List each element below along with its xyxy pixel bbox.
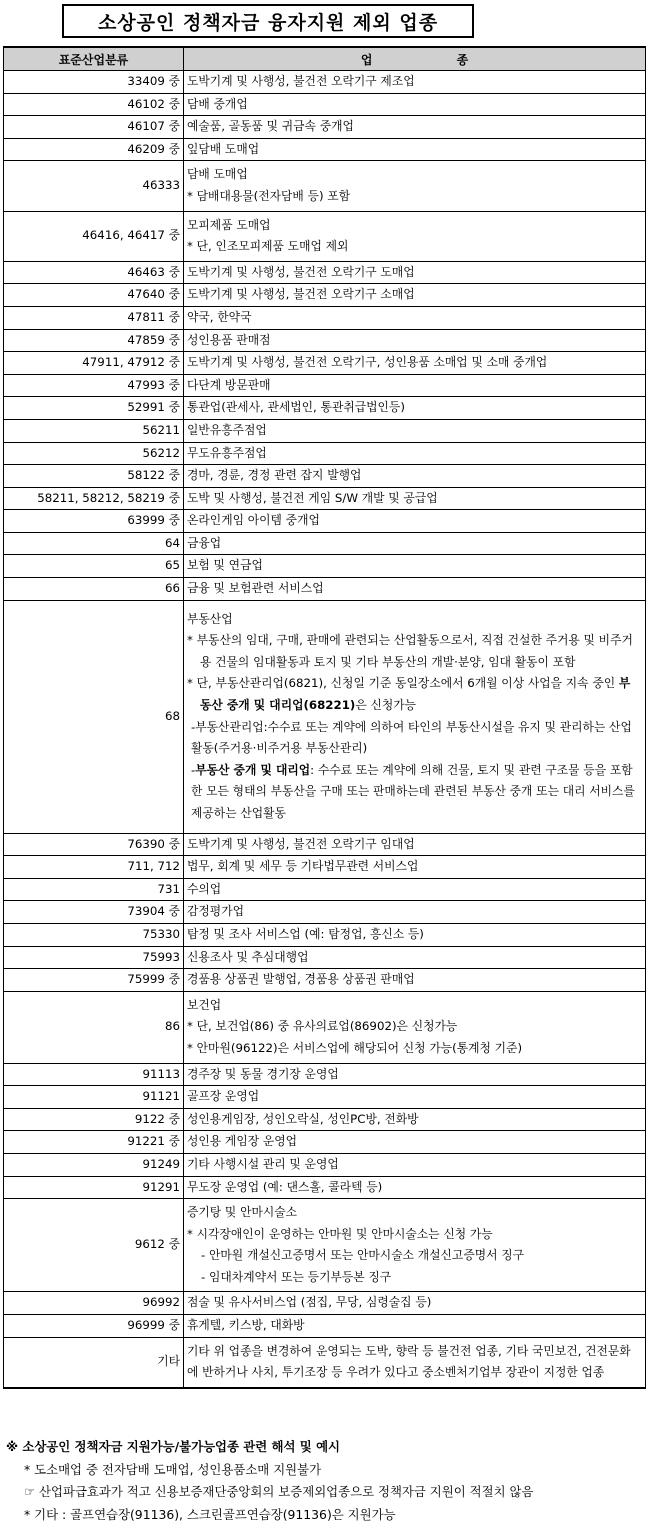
industry-code: 91249 <box>4 1153 184 1176</box>
description-line: 성인용 게임장 운영업 <box>187 1134 298 1149</box>
table-body <box>4 71 646 1388</box>
description-line: 탐정 및 조사 서비스업 (예: 탐정업, 흥신소 등) <box>187 926 424 941</box>
notes-section <box>2 1436 646 1526</box>
table-row <box>4 465 646 488</box>
note-text: * 단, 부동산관리업(6821), 신청일 기준 동일장소에서 6개월 이상 사업을 지속 중인 <box>187 676 619 691</box>
description-line: 약국, 한약국 <box>187 309 252 324</box>
table-row <box>4 1315 646 1338</box>
table-row <box>4 833 646 856</box>
description-line: 기타 위 업종을 변경하여 운영되는 도박, 향락 등 불건전 업종, 기타 국민보건, 건전문화에 반하거나 사치, 투기조장 등 우려가 있다고 중소벤처기업부 장관이 지정한 업종 <box>187 1343 631 1380</box>
industry-code: 33409 중 <box>4 71 184 94</box>
table-row <box>4 1199 646 1292</box>
description-line: 담배 도매업 <box>187 167 248 182</box>
industry-code: 47811 중 <box>4 306 184 329</box>
industry-code: 711, 712 <box>4 856 184 879</box>
industry-description <box>184 1086 646 1109</box>
industry-code: 73904 중 <box>4 901 184 924</box>
description-line: -부동산관리업:수수료 또는 계약에 의하여 타인의 부동산시설을 유지 및 관리하는 산업활동(주거용·비주거용 부동산관리) <box>191 719 632 756</box>
description-line: 경주장 및 동물 경기장 운영업 <box>187 1066 339 1081</box>
industry-code: 66 <box>4 578 184 601</box>
description-line <box>187 673 641 716</box>
description-line: 성인용품 판매점 <box>187 332 271 347</box>
industry-description <box>184 465 646 488</box>
table-row <box>4 532 646 555</box>
industry-description <box>184 991 646 1063</box>
table-row <box>4 1063 646 1086</box>
industry-description <box>184 578 646 601</box>
description-line: 담배 중개업 <box>187 96 248 111</box>
description-line: * 시각장애인이 운영하는 안마원 및 안마시술소는 신청 가능 <box>187 1226 493 1241</box>
table-row <box>4 71 646 94</box>
industry-description <box>184 352 646 375</box>
description-line: 금융업 <box>187 535 222 550</box>
industry-description <box>184 71 646 94</box>
table-row <box>4 878 646 901</box>
description-line: 휴게텔, 키스방, 대화방 <box>187 1318 305 1333</box>
industry-description <box>184 833 646 856</box>
table-row <box>4 946 646 969</box>
industry-code: 9612 중 <box>4 1199 184 1292</box>
description-line: 신용조사 및 추심대행업 <box>187 949 309 964</box>
industry-description <box>184 93 646 116</box>
notes-line: ☞ 산업파급효과가 적고 신용보증재단중앙회의 보증제외업종으로 정책자금 지원이 적절치 않음 <box>24 1484 534 1499</box>
industry-code: 91291 <box>4 1176 184 1199</box>
description-line: 도박기계 및 사행성, 불건전 오락기구 도매업 <box>187 264 415 279</box>
description-line: 보험 및 연금업 <box>187 558 263 573</box>
industry-description <box>184 1292 646 1315</box>
industry-code: 76390 중 <box>4 833 184 856</box>
table-row <box>4 1337 646 1388</box>
industry-code: 75999 중 <box>4 969 184 992</box>
industry-code: 46209 중 <box>4 138 184 161</box>
table-row <box>4 138 646 161</box>
table-row <box>4 923 646 946</box>
industry-code: 46333 <box>4 161 184 211</box>
description-line: * 단, 보건업(86) 중 유사의료업(86902)은 신청가능 <box>187 1019 458 1034</box>
description-line: 경마, 경륜, 경정 관련 잡지 발행업 <box>187 468 362 483</box>
description-line: - 안마원 개설신고증명서 또는 안마시술소 개설신고증명서 징구 <box>201 1248 525 1263</box>
industry-description <box>184 442 646 465</box>
industry-code: 46102 중 <box>4 93 184 116</box>
table-row <box>4 991 646 1063</box>
description-line: 골프장 운영업 <box>187 1089 260 1104</box>
industry-code: 91221 중 <box>4 1131 184 1154</box>
industry-description <box>184 1315 646 1338</box>
industry-code: 46416, 46417 중 <box>4 211 184 261</box>
industry-code: 47859 중 <box>4 329 184 352</box>
industry-description <box>184 923 646 946</box>
note-text: 은 신청가능 <box>355 698 417 713</box>
industry-code: 58122 중 <box>4 465 184 488</box>
description-line: 다단계 방문판매 <box>187 377 271 392</box>
table-row <box>4 352 646 375</box>
description-line: - 임대차계약서 또는 등기부등본 징구 <box>201 1269 392 1284</box>
table-row <box>4 1131 646 1154</box>
description-line: 기타 사행시설 관리 및 운영업 <box>187 1156 339 1171</box>
industry-description <box>184 487 646 510</box>
note-text: - <box>191 762 196 777</box>
table-row <box>4 555 646 578</box>
industry-code: 46463 중 <box>4 261 184 284</box>
table-row <box>4 487 646 510</box>
emphasis-text: 부동산 중개 및 대리업 <box>195 762 311 777</box>
industry-code: 47640 중 <box>4 284 184 307</box>
industry-description <box>184 856 646 879</box>
table-row <box>4 1176 646 1199</box>
industry-description <box>184 600 646 833</box>
excluded-industries-table-wrapper <box>3 46 645 1389</box>
description-line: 증기탕 및 안마시술소 <box>187 1205 298 1220</box>
industry-description <box>184 555 646 578</box>
description-line: 법무, 회계 및 세무 등 기타법무관련 서비스업 <box>187 859 419 874</box>
page-title: 소상공인 정책자금 융자지원 제외 업종 <box>62 4 474 38</box>
description-line: * 담배대용물(전자담배 등) 포함 <box>187 188 351 203</box>
industry-code: 86 <box>4 991 184 1063</box>
table-row <box>4 374 646 397</box>
industry-code: 731 <box>4 878 184 901</box>
table-row <box>4 510 646 533</box>
industry-code: 56211 <box>4 419 184 442</box>
table-row <box>4 1108 646 1131</box>
description-line: 감정평가업 <box>187 904 244 919</box>
industry-code: 96992 <box>4 1292 184 1315</box>
industry-description <box>184 1153 646 1176</box>
industry-description <box>184 901 646 924</box>
description-line: 부동산업 <box>187 611 233 626</box>
description-line: 도박기계 및 사행성, 불건전 오락기구 임대업 <box>187 836 415 851</box>
table-row <box>4 397 646 420</box>
description-line: 도박 및 사행성, 불건전 게임 S/W 개발 및 공급업 <box>187 490 438 505</box>
table-header-row <box>4 47 646 71</box>
industry-code: 기타 <box>4 1337 184 1388</box>
industry-code: 52991 중 <box>4 397 184 420</box>
industry-description <box>184 1337 646 1388</box>
description-line <box>187 760 641 825</box>
description-line: 도박기계 및 사행성, 불건전 오락기구 소매업 <box>187 287 415 302</box>
table-row <box>4 261 646 284</box>
description-line: * 안마원(96122)은 서비스업에 해당되어 신청 가능(통계청 기준) <box>187 1040 523 1055</box>
notes-heading: ※ 소상공인 정책자금 지원가능/불가능업종 관련 해석 및 예시 <box>6 1439 341 1454</box>
description-line: 무도장 운영업 (예: 댄스홀, 콜라텍 등) <box>187 1179 383 1194</box>
table-row <box>4 1153 646 1176</box>
industry-code: 68 <box>4 600 184 833</box>
description-line: 금융 및 보험관련 서비스업 <box>187 581 324 596</box>
table-row <box>4 284 646 307</box>
description-line: 통관업(관세사, 관세법인, 통관취급법인등) <box>187 400 405 415</box>
industry-description <box>184 969 646 992</box>
industry-code: 63999 중 <box>4 510 184 533</box>
industry-code: 9122 중 <box>4 1108 184 1131</box>
industry-description <box>184 374 646 397</box>
description-line: 도박기계 및 사행성, 불건전 오락기구 제조업 <box>187 74 415 88</box>
description-line: * 부동산의 임대, 구매, 판매에 관련되는 산업활동으로서, 직접 건설한 주거용 및 비주거용 건물의 임대활동과 토지 및 기타 부동산의 개발·분양, 임대 활동이 포함 <box>187 633 633 669</box>
industry-code: 65 <box>4 555 184 578</box>
header-classification: 표준산업분류 <box>4 47 184 71</box>
description-line: 경품용 상품권 발행업, 경품용 상품권 판매업 <box>187 972 415 987</box>
industry-description <box>184 946 646 969</box>
description-line: * 단, 인조모피제품 도매업 제외 <box>187 239 349 254</box>
industry-description <box>184 211 646 261</box>
table-row <box>4 1086 646 1109</box>
emphasis-text: 부동산 중개 및 대리업(68221) <box>200 676 631 713</box>
industry-code: 46107 중 <box>4 116 184 139</box>
table-row <box>4 442 646 465</box>
industry-description <box>184 878 646 901</box>
table-row <box>4 211 646 261</box>
industry-code: 47911, 47912 중 <box>4 352 184 375</box>
excluded-industries-table <box>3 46 646 1389</box>
table-row <box>4 419 646 442</box>
industry-description <box>184 116 646 139</box>
description-line: 모피제품 도매업 <box>187 217 271 232</box>
description-line: 일반유흥주점업 <box>187 422 267 437</box>
header-industry: 업 종 <box>184 47 646 71</box>
industry-description <box>184 1108 646 1131</box>
description-line: 도박기계 및 사행성, 불건전 오락기구, 성인용품 소매업 및 소매 중개업 <box>187 355 548 370</box>
description-line: 잎담배 도매업 <box>187 141 260 156</box>
industry-description <box>184 284 646 307</box>
table-row <box>4 116 646 139</box>
table-row <box>4 306 646 329</box>
industry-code: 91121 <box>4 1086 184 1109</box>
industry-description <box>184 306 646 329</box>
table-row <box>4 856 646 879</box>
industry-code: 96999 중 <box>4 1315 184 1338</box>
notes-line: * 기타 : 골프연습장(91136), 스크린골프연습장(91136)은 지원가능 <box>24 1506 396 1522</box>
industry-code: 47993 중 <box>4 374 184 397</box>
table-row <box>4 901 646 924</box>
table-row <box>4 600 646 833</box>
industry-description <box>184 1176 646 1199</box>
description-line: 점술 및 유사서비스업 (점집, 무당, 심령술집 등) <box>187 1295 432 1310</box>
industry-description <box>184 397 646 420</box>
industry-code: 75330 <box>4 923 184 946</box>
description-line: 수의업 <box>187 881 222 896</box>
industry-description <box>184 510 646 533</box>
industry-description <box>184 138 646 161</box>
table-row <box>4 93 646 116</box>
notes-line: * 도소매업 중 전자담배 도매업, 성인용품소매 지원불가 <box>24 1461 322 1477</box>
note-text: : 수수료 또는 계약에 의해 건물, 토지 및 관련 구조물 등을 포함한 모든 형태의 부동산을 구매 또는 판매하는데 관련된 부동산 중개 또는 대리 서비스를 제공하는 산업활동 <box>191 762 635 820</box>
industry-code: 56212 <box>4 442 184 465</box>
industry-code: 58211, 58212, 58219 중 <box>4 487 184 510</box>
description-line: 온라인게임 아이템 중개업 <box>187 513 320 528</box>
industry-code: 64 <box>4 532 184 555</box>
industry-code: 75993 <box>4 946 184 969</box>
description-line: 예술품, 골동품 및 귀금속 중개업 <box>187 119 354 134</box>
industry-description <box>184 161 646 211</box>
description-line: 성인용게임장, 성인오락실, 성인PC방, 전화방 <box>187 1111 419 1126</box>
industry-description <box>184 1063 646 1086</box>
description-line: 보건업 <box>187 997 222 1012</box>
table-row <box>4 161 646 211</box>
industry-description <box>184 532 646 555</box>
table-row <box>4 578 646 601</box>
industry-code: 91113 <box>4 1063 184 1086</box>
industry-description <box>184 419 646 442</box>
table-row <box>4 329 646 352</box>
industry-description <box>184 1131 646 1154</box>
table-row <box>4 969 646 992</box>
industry-description <box>184 329 646 352</box>
industry-description <box>184 261 646 284</box>
industry-description <box>184 1199 646 1292</box>
table-row <box>4 1292 646 1315</box>
description-line: 무도유흥주점업 <box>187 445 267 460</box>
